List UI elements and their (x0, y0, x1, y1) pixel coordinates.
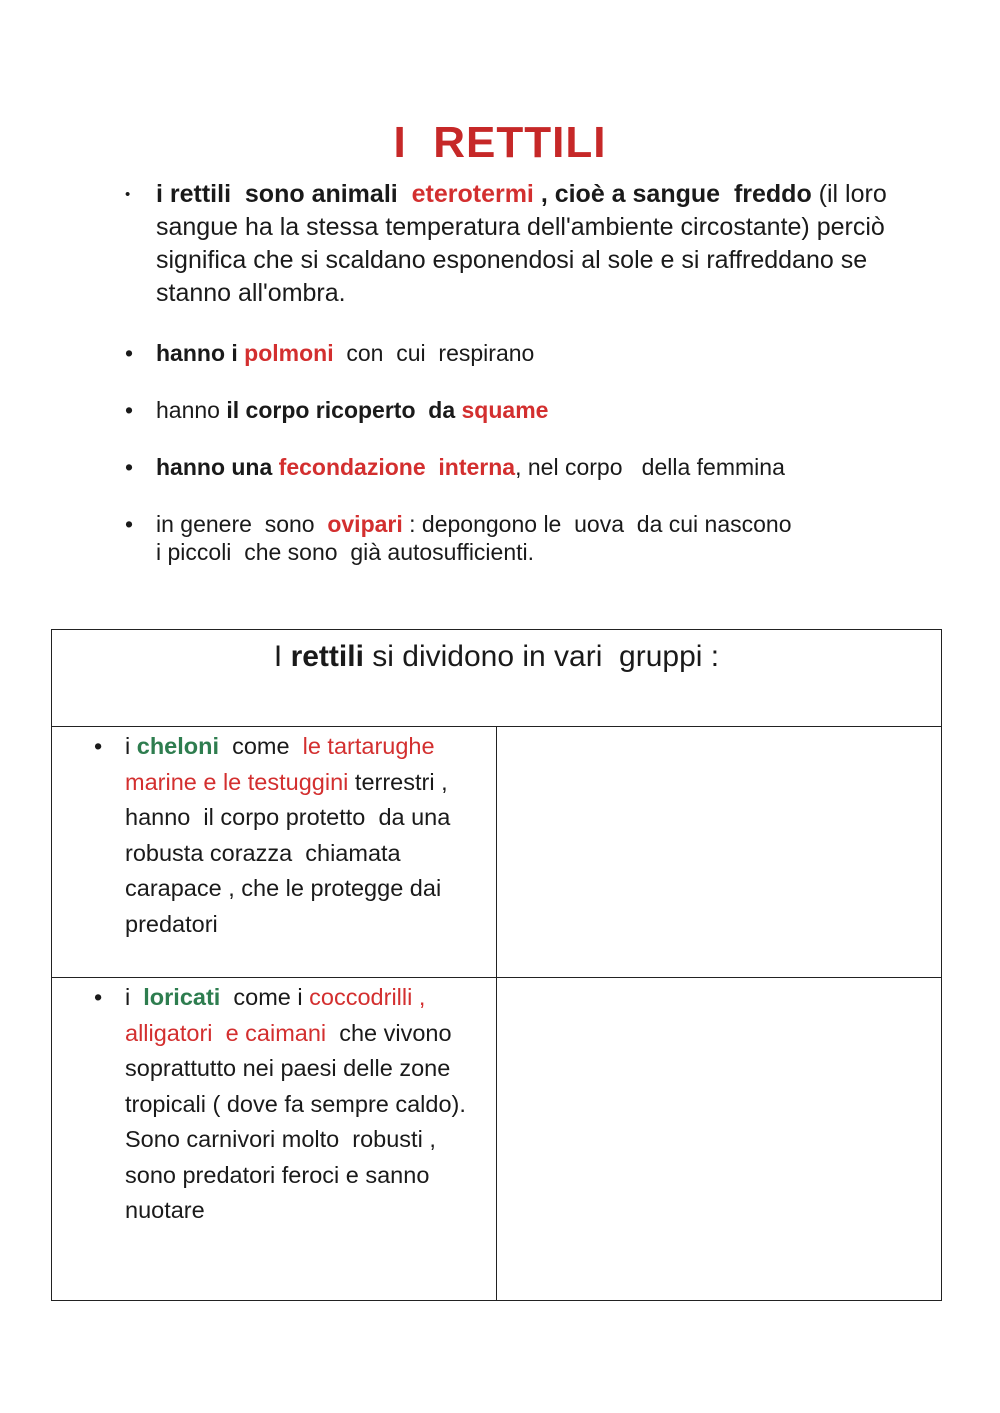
group-name-loricati: loricati (143, 984, 221, 1010)
keyword-ovipari: ovipari (327, 511, 403, 537)
fact-item-ovipari (125, 509, 915, 568)
header-text: I (273, 640, 291, 673)
fact-item-polmoni (125, 338, 915, 369)
fact-text: in genere sono (156, 511, 328, 537)
group-description (52, 980, 496, 1229)
group-text-part: i (125, 984, 144, 1010)
page-title: I RETTILI (393, 118, 607, 167)
fact-text: hanno una (156, 454, 279, 480)
keyword-fecondazione: fecondazione interna (278, 454, 516, 480)
fact-text: i rettili sono animali (156, 180, 412, 208)
group-examples: le tartarughe marine e le testuggini (125, 733, 442, 795)
fact-text: (il loro sangue ha la stessa temperatura dell'ambiente circostante) perciò significa che si scaldano esponendosi al sole e si raffreddano se stanno all'ombra. (156, 180, 906, 307)
fact-text: : depongono le uova da cui nascono (402, 511, 792, 537)
fact-text: , nel corpo della femmina (515, 454, 785, 480)
fact-item-fecondazione (125, 452, 915, 483)
empty-answer-cell[interactable] (497, 727, 942, 978)
keyword-polmoni: polmoni (244, 340, 334, 366)
empty-answer-cell[interactable] (497, 978, 942, 1301)
fact-item-squame (125, 395, 915, 426)
group-examples: coccodrilli , alligatori e caimani (125, 984, 432, 1046)
group-text-part: come (219, 733, 303, 759)
table-header (52, 630, 942, 727)
group-text-part: i (125, 733, 137, 759)
groups-table (51, 629, 942, 1301)
fact-text: con cui respirano (333, 340, 535, 366)
group-cell-cheloni (52, 727, 497, 978)
keyword-eterotermi: eterotermi (411, 180, 534, 208)
group-cell-loricati (52, 978, 497, 1301)
group-text-part: che vivono soprattutto nei paesi delle zone tropicali ( dove fa sempre caldo). Sono carnivori molto robusti , sono predatori feroci e sanno nuotare (125, 1019, 486, 1223)
group-name-cheloni: cheloni (136, 733, 220, 759)
group-text-part: terrestri , hanno il corpo protetto da una robusta corazza chiamata carapace , che le protegge dai predatori (125, 768, 457, 937)
fact-text: hanno i (156, 340, 245, 366)
fact-text: i piccoli che sono già autosufficienti. (156, 539, 535, 565)
fact-text: il corpo ricoperto da (226, 397, 462, 423)
fact-text: hanno (156, 397, 227, 423)
group-description (52, 729, 496, 942)
header-keyword: rettili (290, 640, 364, 673)
group-text-part: come i (220, 984, 310, 1010)
fact-item-eterotermi (125, 178, 915, 310)
header-text: si dividono in vari gruppi : (363, 640, 720, 673)
facts-list (125, 178, 915, 568)
keyword-squame: squame (461, 397, 549, 423)
fact-text: , cioè a sangue freddo (533, 180, 812, 208)
